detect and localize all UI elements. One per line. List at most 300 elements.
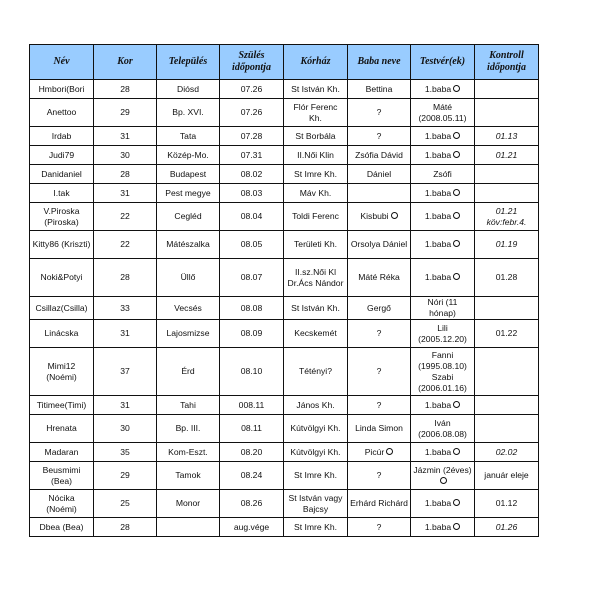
cell-kontroll (475, 165, 539, 184)
smiley-icon (386, 448, 393, 455)
cell-text: 1.baba (424, 211, 452, 221)
cell-korhaz (284, 259, 348, 297)
cell-kor (94, 203, 157, 231)
cell-telepules (157, 99, 220, 127)
cell-szules (220, 146, 284, 165)
cell-korhaz (284, 518, 348, 537)
cell-telepules (157, 184, 220, 203)
cell-text: Üllő (180, 272, 196, 282)
cell-telepules (157, 203, 220, 231)
cell-text: 37 (120, 366, 130, 376)
cell-kor (94, 490, 157, 518)
cell-text: Toldi Ferenc (292, 211, 339, 221)
cell-telepules (157, 165, 220, 184)
cell-text: 07.26 (240, 107, 263, 117)
cell-korhaz (284, 203, 348, 231)
cell-text: 28 (120, 272, 130, 282)
cell-text: 08.08 (240, 302, 263, 313)
cell-korhaz (284, 99, 348, 127)
cell-baba (348, 259, 411, 297)
cell-nev (30, 146, 94, 165)
smiley-icon (453, 499, 460, 506)
cell-baba (348, 320, 411, 348)
cell-kontroll (475, 462, 539, 490)
cell-text: 08.20 (240, 446, 263, 457)
cell-text: Zsófia Dávid (355, 149, 403, 160)
cell-text: Kom-Eszt. (168, 446, 208, 457)
cell-nev (30, 231, 94, 259)
table-row (30, 396, 539, 415)
cell-text: január eleje (484, 470, 529, 480)
cell-nev (30, 203, 94, 231)
cell-kor (94, 231, 157, 259)
cell-text: Tahi (180, 399, 196, 410)
cell-kor (94, 462, 157, 490)
cell-text: ? (376, 366, 382, 376)
cell-korhaz (284, 396, 348, 415)
cell-szules (220, 348, 284, 396)
cell-korhaz (284, 348, 348, 396)
cell-text: 08.09 (240, 328, 263, 338)
cell-kor (94, 99, 157, 127)
cell-text: 1.baba (424, 446, 452, 457)
table-row (30, 127, 539, 146)
table-row (30, 462, 539, 490)
cell-kor (94, 165, 157, 184)
cell-text: 1.baba (424, 130, 452, 141)
table-row (30, 146, 539, 165)
cell-text: 08.10 (240, 366, 263, 376)
table-row (30, 99, 539, 127)
cell-text: Lajosmizse (166, 328, 210, 338)
cell-testver (411, 165, 475, 184)
cell-nev (30, 490, 94, 518)
cell-text: V.Piroska (Piroska) (43, 205, 80, 227)
cell-text: Kitty86 (Kriszti) (32, 239, 91, 249)
smiley-icon (440, 477, 447, 484)
cell-text: 08.04 (240, 211, 263, 221)
smiley-icon (453, 189, 460, 196)
cell-kontroll (475, 146, 539, 165)
cell-baba (348, 490, 411, 518)
table-row (30, 348, 539, 396)
cell-text: St Imre Kh. (294, 521, 337, 532)
cell-nev (30, 259, 94, 297)
cell-telepules (157, 490, 220, 518)
cell-text: aug.vége (233, 521, 270, 532)
cell-testver (411, 203, 475, 231)
header-kontroll: Kontroll időpontja (475, 45, 539, 80)
cell-baba (348, 127, 411, 146)
table-row (30, 184, 539, 203)
cell-text: Irdab (51, 130, 72, 141)
cell-korhaz (284, 490, 348, 518)
smiley-icon (453, 212, 460, 219)
cell-text: 08.03 (240, 187, 263, 198)
cell-text: 31 (120, 399, 130, 410)
cell-text: II.sz.Női Kl Dr.Ács Nándor (287, 266, 344, 288)
cell-telepules (157, 80, 220, 99)
cell-text: 1.baba (424, 521, 452, 532)
cell-szules (220, 490, 284, 518)
cell-text: Titimee(Timi) (36, 399, 87, 410)
cell-text: Madaran (44, 446, 79, 457)
cell-text: 08.26 (240, 498, 263, 508)
cell-text: János Kh. (296, 399, 335, 410)
cell-nev (30, 518, 94, 537)
cell-korhaz (284, 320, 348, 348)
smiley-icon (453, 132, 460, 139)
header-telepules: Település (157, 45, 220, 80)
cell-text: St Imre Kh. (294, 168, 337, 179)
cell-telepules (157, 415, 220, 443)
cell-text: 1.baba (424, 149, 452, 160)
cell-korhaz (284, 443, 348, 462)
table-row (30, 490, 539, 518)
cell-testver (411, 320, 475, 348)
cell-text: Kecskemét (294, 328, 337, 338)
cell-testver (411, 297, 475, 320)
smiley-icon (453, 273, 460, 280)
smiley-icon (453, 85, 460, 92)
cell-baba (348, 99, 411, 127)
cell-baba (348, 80, 411, 99)
cell-nev (30, 348, 94, 396)
table-row (30, 165, 539, 184)
cell-text: 35 (120, 446, 130, 457)
cell-testver (411, 231, 475, 259)
cell-text: 28 (120, 521, 130, 532)
cell-kontroll (475, 415, 539, 443)
cell-text: Mimi12 (Noémi) (46, 360, 77, 382)
cell-kontroll (475, 443, 539, 462)
cell-text: 02.02 (495, 446, 518, 457)
cell-nev (30, 99, 94, 127)
cell-nev (30, 443, 94, 462)
cell-nev (30, 396, 94, 415)
cell-szules (220, 203, 284, 231)
cell-szules (220, 80, 284, 99)
cell-baba (348, 146, 411, 165)
cell-kor (94, 297, 157, 320)
header-row (30, 45, 539, 80)
cell-text: Cegléd (174, 211, 202, 221)
cell-text: Hmbori(Bori (38, 83, 85, 94)
cell-text: Flór Ferenc Kh. (293, 101, 338, 123)
cell-text: 01.13 (495, 130, 518, 141)
cell-text: Fanni (1995.08.10) Szabi (2006.01.16) (418, 349, 467, 393)
cell-testver (411, 259, 475, 297)
cell-szules (220, 184, 284, 203)
cell-text: 01.19 (495, 239, 518, 249)
cell-text: 1.baba (424, 83, 452, 94)
cell-text: Érd (181, 366, 195, 376)
cell-telepules (157, 462, 220, 490)
table-row (30, 203, 539, 231)
cell-text: 28 (120, 83, 130, 94)
cell-szules (220, 297, 284, 320)
cell-telepules (157, 320, 220, 348)
cell-telepules (157, 259, 220, 297)
cell-text: 22 (120, 239, 130, 249)
cell-baba (348, 518, 411, 537)
cell-text: Tétényi? (299, 366, 332, 376)
cell-text: 29 (120, 107, 130, 117)
cell-text: 008.11 (238, 399, 265, 410)
cell-nev (30, 127, 94, 146)
header-nev: Név (30, 45, 94, 80)
cell-telepules (157, 518, 220, 537)
cell-text: 25 (120, 498, 130, 508)
cell-szules (220, 443, 284, 462)
cell-text: 31 (120, 328, 130, 338)
cell-text: Linácska (44, 328, 79, 338)
cell-korhaz (284, 127, 348, 146)
cell-kor (94, 80, 157, 99)
cell-text: 08.24 (240, 470, 263, 480)
cell-baba (348, 203, 411, 231)
cell-szules (220, 127, 284, 146)
cell-baba (348, 462, 411, 490)
cell-text: 29 (120, 470, 130, 480)
cell-text: II.Női Klin (297, 149, 334, 160)
cell-korhaz (284, 184, 348, 203)
smiley-icon (453, 523, 460, 530)
cell-text: Budapest (169, 168, 207, 179)
cell-text: St István vagy Bajcsy (288, 492, 343, 514)
cell-text: Beusmimi (Bea) (42, 464, 81, 486)
header-korhaz: Kórház (284, 45, 348, 80)
cell-baba (348, 297, 411, 320)
cell-text: St Borbála (295, 130, 336, 141)
cell-text: ? (376, 470, 382, 480)
cell-kor (94, 348, 157, 396)
cell-korhaz (284, 415, 348, 443)
cell-kontroll (475, 99, 539, 127)
smiley-icon (453, 448, 460, 455)
cell-korhaz (284, 165, 348, 184)
cell-kor (94, 146, 157, 165)
cell-text: Tata (179, 130, 197, 141)
cell-text: ? (376, 328, 382, 338)
cell-text: Mátészalka (166, 239, 210, 249)
cell-testver (411, 80, 475, 99)
cell-testver (411, 348, 475, 396)
cell-text: ? (376, 130, 382, 141)
cell-testver (411, 396, 475, 415)
cell-nev (30, 165, 94, 184)
cell-kor (94, 320, 157, 348)
cell-testver (411, 443, 475, 462)
cell-nev (30, 462, 94, 490)
cell-kor (94, 259, 157, 297)
cell-kor (94, 184, 157, 203)
cell-telepules (157, 443, 220, 462)
cell-text: Jázmin (2éves) (413, 464, 472, 475)
cell-text: ? (376, 399, 382, 410)
table-row (30, 297, 539, 320)
cell-text: 01.28 (495, 272, 518, 282)
table-body (30, 80, 539, 537)
cell-text: 07.26 (240, 83, 263, 94)
cell-baba (348, 396, 411, 415)
cell-text: 1.baba (424, 239, 452, 249)
cell-telepules (157, 231, 220, 259)
cell-korhaz (284, 231, 348, 259)
cell-text: Kútvölgyi Kh. (290, 423, 341, 433)
cell-nev (30, 320, 94, 348)
cell-kontroll (475, 490, 539, 518)
cell-korhaz (284, 462, 348, 490)
cell-telepules (157, 297, 220, 320)
cell-text: 01.21 köv:febr.4. (486, 205, 527, 227)
table-row (30, 259, 539, 297)
cell-testver (411, 462, 475, 490)
cell-text: Iván (2006.08.08) (418, 417, 467, 439)
cell-text: Linda Simon (355, 423, 403, 433)
cell-kontroll (475, 396, 539, 415)
cell-kontroll (475, 348, 539, 396)
cell-text: Közép-Mo. (167, 149, 209, 160)
cell-baba (348, 348, 411, 396)
cell-kor (94, 396, 157, 415)
cell-nev (30, 184, 94, 203)
cell-text: Nóri (11 hónap) (427, 297, 458, 318)
cell-text: Területi Kh. (294, 239, 337, 249)
table-row (30, 320, 539, 348)
cell-text: Vecsés (174, 302, 202, 313)
cell-szules (220, 165, 284, 184)
cell-text: Tamok (175, 470, 201, 480)
cell-kontroll (475, 231, 539, 259)
table-row (30, 231, 539, 259)
cell-text: 01.22 (495, 328, 518, 338)
cell-text: Monor (175, 498, 201, 508)
cell-text: St Imre Kh. (294, 470, 337, 480)
cell-nev (30, 415, 94, 443)
cell-text: Kisbubi (360, 211, 389, 221)
cell-text: 08.07 (240, 272, 263, 282)
cell-baba (348, 184, 411, 203)
cell-korhaz (284, 146, 348, 165)
cell-testver (411, 490, 475, 518)
cell-testver (411, 99, 475, 127)
cell-testver (411, 518, 475, 537)
cell-text: Pest megye (165, 187, 211, 198)
cell-text: Zsófi (433, 168, 452, 179)
table-row (30, 415, 539, 443)
cell-text: Picúr (364, 446, 385, 457)
cell-text: Máté (2008.05.11) (418, 101, 467, 123)
cell-text: 30 (120, 423, 130, 433)
cell-kontroll (475, 518, 539, 537)
cell-text: 22 (120, 211, 130, 221)
cell-text: Dániel (366, 168, 392, 179)
cell-text: Bp. XVI. (172, 107, 204, 117)
cell-testver (411, 127, 475, 146)
cell-baba (348, 443, 411, 462)
cell-text: Csillaz(Csilla) (35, 302, 88, 313)
cell-testver (411, 184, 475, 203)
cell-korhaz (284, 297, 348, 320)
smiley-icon (453, 240, 460, 247)
cell-text: 1.baba (424, 399, 452, 410)
cell-text: Danidaniel (41, 168, 82, 179)
cell-szules (220, 518, 284, 537)
birth-schedule-table (29, 44, 539, 537)
cell-text: 31 (120, 187, 130, 198)
cell-text: St István Kh. (291, 302, 340, 313)
cell-text: Anettoo (46, 107, 77, 117)
cell-testver (411, 415, 475, 443)
cell-testver (411, 146, 475, 165)
cell-text: Noki&Potyi (40, 272, 83, 282)
cell-szules (220, 320, 284, 348)
cell-text: 1.baba (424, 498, 452, 508)
cell-text: Gergő (367, 302, 391, 313)
smiley-icon (391, 212, 398, 219)
cell-baba (348, 231, 411, 259)
cell-text: Dbea (Bea) (39, 521, 84, 532)
cell-telepules (157, 396, 220, 415)
header-kor: Kor (94, 45, 157, 80)
cell-text: ? (376, 521, 382, 532)
cell-nev (30, 80, 94, 99)
table-row (30, 518, 539, 537)
cell-text: 08.11 (241, 423, 262, 433)
cell-nev (30, 297, 94, 320)
cell-text: Máv Kh. (299, 187, 332, 198)
cell-text: Máté Réka (358, 272, 400, 282)
cell-text: 07.31 (240, 149, 263, 160)
cell-text: Diósd (177, 83, 199, 94)
cell-text: 07.28 (240, 130, 263, 141)
cell-text: 08.02 (240, 168, 263, 179)
table-row (30, 443, 539, 462)
cell-kor (94, 518, 157, 537)
cell-text: 31 (120, 130, 130, 141)
table-row (30, 80, 539, 99)
cell-text: ? (376, 107, 382, 117)
cell-kor (94, 415, 157, 443)
cell-szules (220, 396, 284, 415)
cell-kontroll (475, 259, 539, 297)
cell-szules (220, 231, 284, 259)
cell-text: 01.21 (495, 149, 518, 160)
cell-telepules (157, 146, 220, 165)
cell-text: Bettina (365, 83, 393, 94)
cell-text: 28 (120, 168, 130, 179)
cell-baba (348, 415, 411, 443)
cell-text: 01.12 (495, 498, 518, 508)
cell-kontroll (475, 203, 539, 231)
cell-kor (94, 127, 157, 146)
smiley-icon (453, 401, 460, 408)
cell-text: Lili (2005.12.20) (418, 322, 467, 344)
header-testver: Testvér(ek) (411, 45, 475, 80)
cell-text: 01.26 (495, 521, 518, 532)
cell-text: 33 (120, 302, 130, 313)
cell-szules (220, 415, 284, 443)
cell-text: Bp. III. (175, 423, 201, 433)
cell-text: 1.baba (424, 187, 452, 198)
cell-text: Orsolya Dániel (350, 239, 408, 249)
cell-telepules (157, 127, 220, 146)
cell-text: St István Kh. (291, 83, 340, 94)
header-baba: Baba neve (348, 45, 411, 80)
cell-text: Hrenata (46, 423, 77, 433)
cell-text: Kútvölgyi Kh. (290, 446, 341, 457)
